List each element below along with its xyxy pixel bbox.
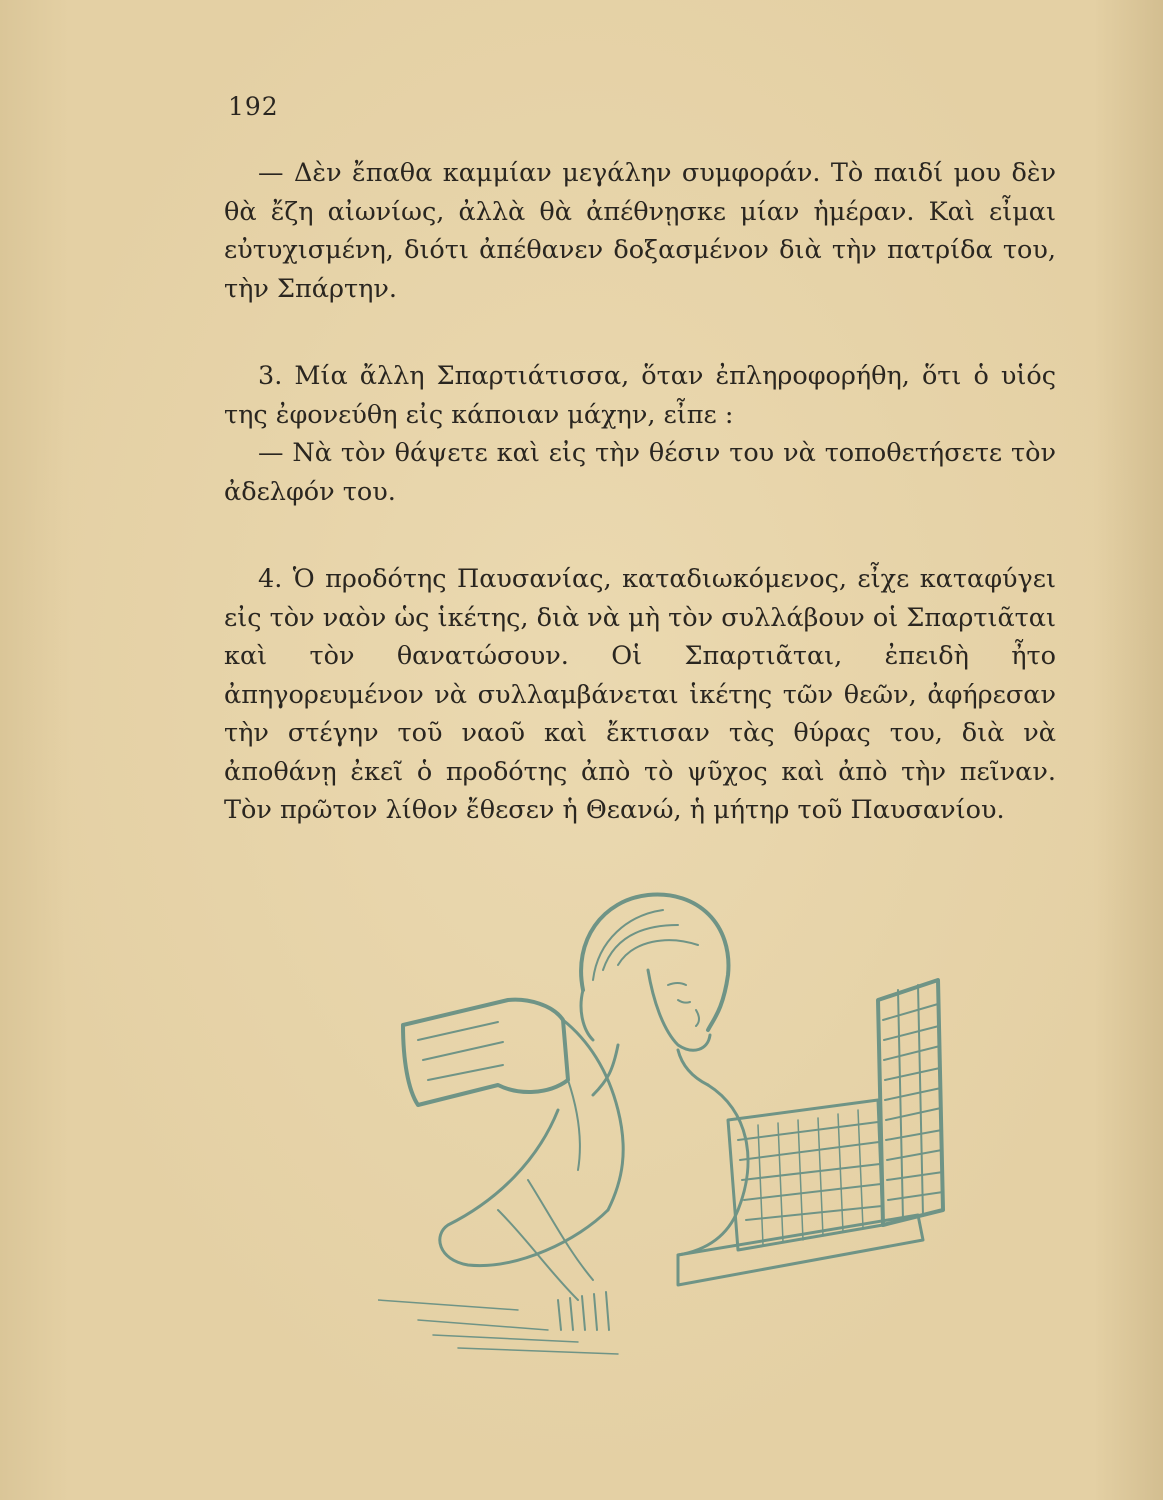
- paragraph-3: — Νὰ τὸν θάψετε καὶ εἰς τὴν θέσιν του νὰ τοποθετήσετε τὸν ἀδελφόν του.: [224, 438, 1056, 507]
- paragraph-2: 3. Μία ἄλλη Σπαρτιάτισσα, ὅταν ἐπληροφορήθη, ὅτι ὁ υἱός της ἐφονεύθη εἰς κάποιαν μάχην, εἶπε :: [224, 361, 1056, 430]
- theano-placing-stone-illustration: [378, 880, 998, 1360]
- text-block-1: [224, 154, 1056, 308]
- paragraph-4: 4. Ὁ προδότης Παυσανίας, καταδιωκόμενος, εἶχε καταφύγει εἰς τὸν ναὸν ὡς ἱκέτης, διὰ νὰ μὴ τὸν συλλάβουν οἱ Σπαρτιᾶται καὶ τὸν θανατώσουν. Οἱ Σπαρτιᾶται, ἐπειδὴ ἦτο ἀπηγορευμένον νὰ συλλαμβάνεται ἱκέτης τῶν θεῶν, ἀφήρεσαν τὴν στέγην τοῦ ναοῦ καὶ ἔκτισαν τὰς θύρας του, διὰ νὰ ἀποθάνῃ ἐκεῖ ὁ προδότης ἀπὸ τὸ ψῦχος καὶ ἀπὸ τὴν πεῖναν. Τὸν πρῶτον λίθον ἔθεσεν ἡ Θεανώ, ἡ μήτηρ τοῦ Παυσανίου.: [224, 564, 1056, 825]
- text-block-2: [224, 357, 1056, 511]
- page-number: 192: [228, 92, 279, 121]
- text-block-3: [224, 560, 1056, 830]
- paragraph-1: — Δὲν ἔπαθα καμμίαν μεγάλην συμφοράν. Τὸ παιδί μου δὲν θὰ ἔζη αἰωνίως, ἀλλὰ θὰ ἀπέθνῃσκε μίαν ἡμέραν. Καὶ εἶμαι εὐτυχισμένη, διότι ἀπέθανεν δοξασμένον διὰ τὴν πατρίδα του, τὴν Σπάρτην.: [224, 158, 1056, 304]
